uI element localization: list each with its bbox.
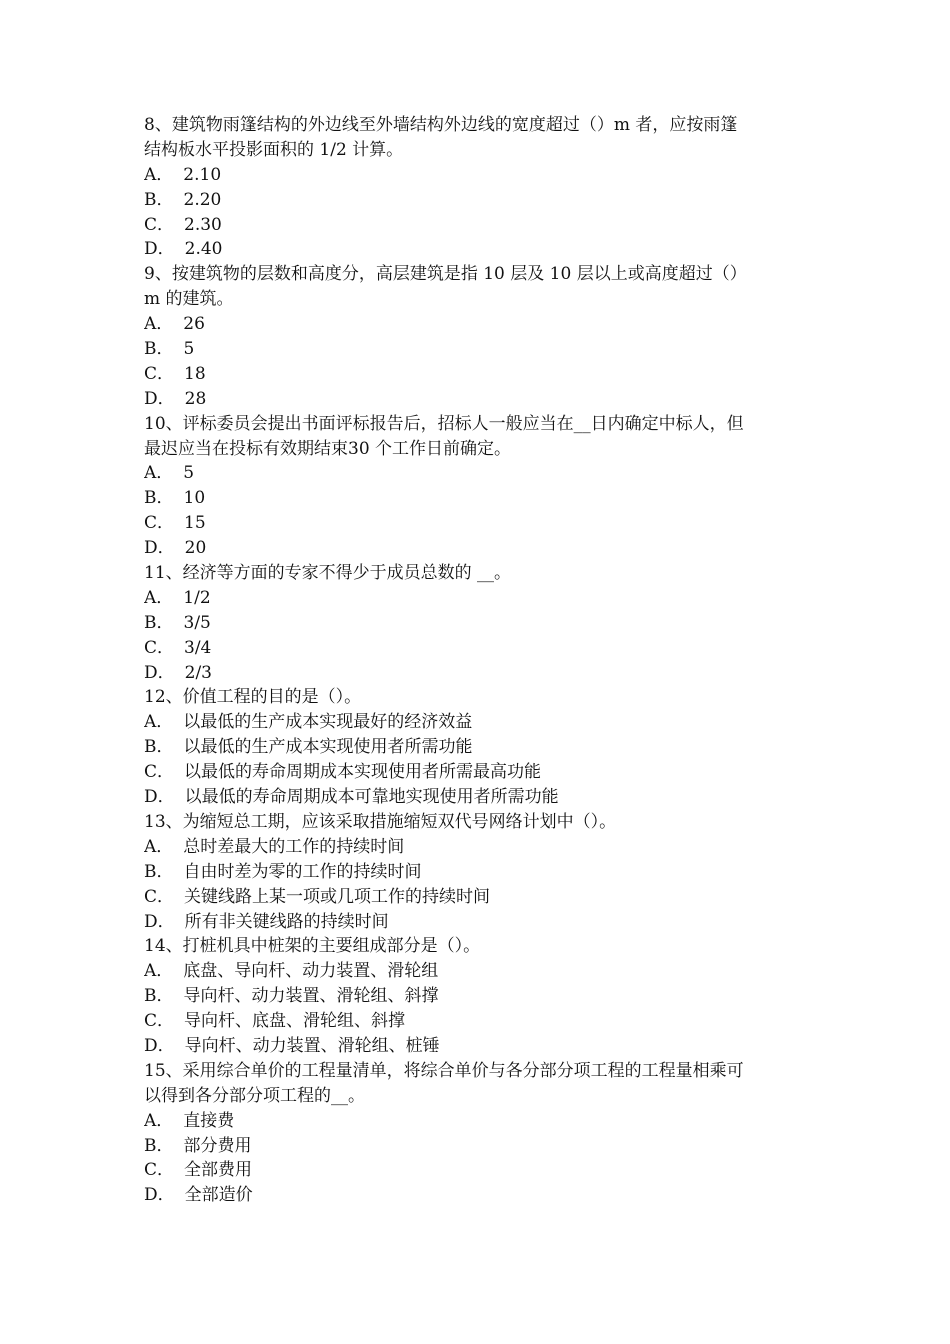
question-line: 14、打桩机具中桩架的主要组成部分是（）。 bbox=[144, 936, 481, 957]
option-letter: D． bbox=[144, 787, 175, 808]
question-line: 结构板水平投影面积的 1/2 计算。 bbox=[144, 139, 404, 160]
option-letter: D． bbox=[144, 911, 175, 932]
question-block bbox=[144, 561, 812, 685]
option-text: 28 bbox=[184, 388, 207, 409]
option-item bbox=[144, 337, 812, 362]
option-letter: B． bbox=[144, 1135, 174, 1156]
option-text: 1/2 bbox=[183, 587, 211, 608]
option-letter: A． bbox=[144, 164, 174, 185]
option-letter: C． bbox=[144, 637, 175, 658]
option-text: 直接费 bbox=[183, 1110, 235, 1131]
option-item bbox=[144, 586, 812, 611]
option-text: 导向杆、底盘、滑轮组、斜撑 bbox=[184, 1011, 406, 1032]
option-item bbox=[144, 486, 812, 511]
option-item bbox=[144, 1183, 812, 1208]
option-letter: C． bbox=[144, 363, 175, 384]
option-letter: B． bbox=[144, 488, 174, 509]
option-text: 以最低的生产成本实现最好的经济效益 bbox=[183, 712, 473, 733]
option-item bbox=[144, 860, 812, 885]
option-item bbox=[144, 312, 812, 337]
option-text: 导向杆、动力装置、滑轮组、桩锤 bbox=[184, 1035, 440, 1056]
option-item bbox=[144, 611, 812, 636]
option-item bbox=[144, 1034, 812, 1059]
option-text: 总时差最大的工作的持续时间 bbox=[183, 836, 405, 857]
option-item bbox=[144, 959, 812, 984]
option-text: 以最低的寿命周期成本实现使用者所需最高功能 bbox=[184, 762, 542, 783]
option-text: 15 bbox=[184, 513, 206, 534]
option-text: 导向杆、动力装置、滑轮组、斜撑 bbox=[183, 986, 439, 1007]
option-letter: C． bbox=[144, 762, 175, 783]
option-text: 2.40 bbox=[184, 239, 223, 260]
option-text: 所有非关键线路的持续时间 bbox=[184, 911, 389, 932]
option-text: 全部费用 bbox=[184, 1160, 253, 1181]
option-letter: A． bbox=[144, 587, 174, 608]
option-item bbox=[144, 785, 812, 810]
option-text: 部分费用 bbox=[183, 1135, 252, 1156]
option-letter: C． bbox=[144, 1011, 175, 1032]
option-text: 全部造价 bbox=[184, 1185, 253, 1206]
option-list bbox=[144, 312, 812, 412]
option-text: 2/3 bbox=[184, 662, 212, 683]
question-line: 13、为缩短总工期，应该采取措施缩短双代号网络计划中（）。 bbox=[144, 811, 617, 832]
option-text: 3/5 bbox=[183, 612, 211, 633]
option-item bbox=[144, 1134, 812, 1159]
option-letter: B． bbox=[144, 737, 174, 758]
option-letter: A． bbox=[144, 1110, 174, 1131]
option-item bbox=[144, 735, 812, 760]
option-list bbox=[144, 461, 812, 561]
question-text bbox=[144, 561, 812, 586]
option-text: 20 bbox=[184, 538, 207, 559]
option-letter: A． bbox=[144, 961, 174, 982]
option-item bbox=[144, 1109, 812, 1134]
option-letter: C． bbox=[144, 513, 175, 534]
option-text: 以最低的寿命周期成本可靠地实现使用者所需功能 bbox=[184, 787, 559, 808]
option-item bbox=[144, 461, 812, 486]
option-list bbox=[144, 1109, 812, 1209]
option-letter: B． bbox=[144, 189, 174, 210]
question-line: 15、采用综合单价的工程量清单，将综合单价与各分部分项工程的工程量相乘可 bbox=[144, 1060, 744, 1081]
question-block bbox=[144, 113, 812, 262]
question-text bbox=[144, 1059, 812, 1109]
option-letter: C． bbox=[144, 214, 175, 235]
option-letter: B． bbox=[144, 612, 174, 633]
option-letter: A． bbox=[144, 314, 174, 335]
option-item bbox=[144, 835, 812, 860]
question-text bbox=[144, 262, 812, 312]
option-text: 2.20 bbox=[183, 189, 222, 210]
option-text: 自由时差为零的工作的持续时间 bbox=[183, 861, 422, 882]
option-item bbox=[144, 536, 812, 561]
option-item bbox=[144, 511, 812, 536]
question-block bbox=[144, 412, 812, 561]
option-item bbox=[144, 1158, 812, 1183]
question-line: 最迟应当在投标有效期结束30 个工作日前确定。 bbox=[144, 438, 512, 459]
option-letter: B． bbox=[144, 339, 174, 360]
option-letter: A． bbox=[144, 463, 174, 484]
question-line: 9、按建筑物的层数和高度分，高层建筑是指 10 层及 10 层以上或高度超过（） bbox=[144, 264, 747, 285]
option-item bbox=[144, 1009, 812, 1034]
option-item bbox=[144, 910, 812, 935]
option-text: 以最低的生产成本实现使用者所需功能 bbox=[183, 737, 473, 758]
option-item bbox=[144, 710, 812, 735]
option-letter: A． bbox=[144, 712, 174, 733]
question-line: 以得到各分部分项工程的__。 bbox=[144, 1085, 365, 1106]
option-list bbox=[144, 163, 812, 263]
option-item bbox=[144, 885, 812, 910]
option-text: 底盘、导向杆、动力装置、滑轮组 bbox=[183, 961, 439, 982]
document-page bbox=[144, 113, 812, 1208]
question-line: m 的建筑。 bbox=[144, 289, 234, 310]
option-list bbox=[144, 959, 812, 1059]
option-letter: A． bbox=[144, 836, 174, 857]
question-line: 8、建筑物雨篷结构的外边线至外墙结构外边线的宽度超过（）m 者，应按雨篷 bbox=[144, 115, 738, 135]
option-letter: D． bbox=[144, 662, 175, 683]
option-item bbox=[144, 213, 812, 238]
question-block bbox=[144, 262, 812, 411]
question-text bbox=[144, 810, 812, 835]
option-letter: D． bbox=[144, 388, 175, 409]
option-text: 18 bbox=[184, 363, 206, 384]
option-item bbox=[144, 188, 812, 213]
option-list bbox=[144, 835, 812, 935]
option-item bbox=[144, 163, 812, 188]
option-letter: C． bbox=[144, 1160, 175, 1181]
question-line: 10、评标委员会提出书面评标报告后，招标人一般应当在__日内确定中标人，但 bbox=[144, 413, 744, 434]
option-item bbox=[144, 760, 812, 785]
option-letter: D． bbox=[144, 239, 175, 260]
question-block bbox=[144, 810, 812, 934]
option-letter: D． bbox=[144, 1185, 175, 1206]
option-item bbox=[144, 237, 812, 262]
question-block bbox=[144, 1059, 812, 1208]
question-text bbox=[144, 685, 812, 710]
question-line: 11、经济等方面的专家不得少于成员总数的 __。 bbox=[144, 563, 512, 584]
question-text bbox=[144, 412, 812, 462]
option-text: 5 bbox=[183, 463, 195, 484]
option-text: 26 bbox=[183, 314, 205, 335]
question-text bbox=[144, 934, 812, 959]
option-item bbox=[144, 636, 812, 661]
option-list bbox=[144, 710, 812, 810]
option-item bbox=[144, 984, 812, 1009]
option-text: 10 bbox=[183, 488, 206, 509]
question-block bbox=[144, 934, 812, 1058]
option-letter: B． bbox=[144, 986, 174, 1007]
option-text: 关键线路上某一项或几项工作的持续时间 bbox=[184, 886, 491, 907]
option-list bbox=[144, 586, 812, 686]
option-letter: D． bbox=[144, 1035, 175, 1056]
option-item bbox=[144, 387, 812, 412]
option-item bbox=[144, 661, 812, 686]
option-letter: C． bbox=[144, 886, 175, 907]
question-line: 12、价值工程的目的是（）。 bbox=[144, 687, 362, 708]
option-text: 2.30 bbox=[184, 214, 222, 235]
option-text: 2.10 bbox=[183, 164, 222, 185]
option-text: 3/4 bbox=[184, 637, 212, 658]
option-item bbox=[144, 362, 812, 387]
question-text bbox=[144, 113, 812, 163]
question-block bbox=[144, 685, 812, 809]
option-letter: D． bbox=[144, 538, 175, 559]
option-letter: B． bbox=[144, 861, 174, 882]
option-text: 5 bbox=[183, 339, 195, 360]
